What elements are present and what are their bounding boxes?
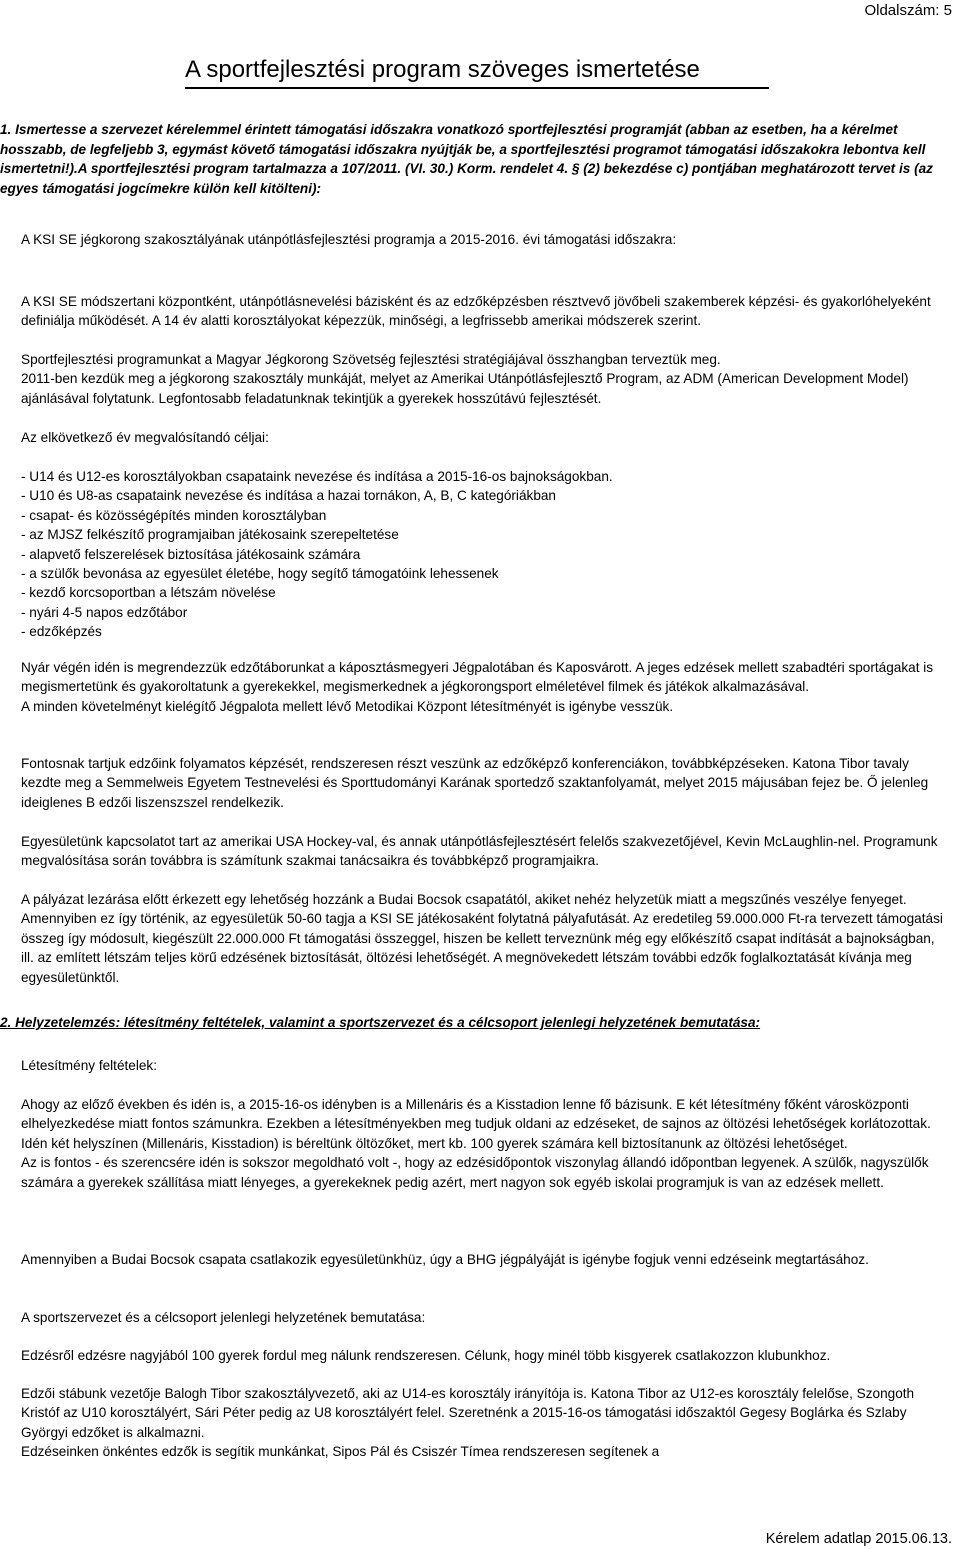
history-paragraph: 2011-ben kezdük meg a jégkorong szakosztály munkáját, melyet az Amerikai Utánpótlásfejlesztő Program, az ADM (American Development Model) ajánlásával folytatunk. Legfontosabb feladatunknak tekintjük a gyerekek hosszútávú fejlesztését. <box>21 371 909 406</box>
methodology-paragraph: A KSI SE módszertani központként, utánpótlásnevelési bázisként és az edzőképzésben résztvevő jövőbeli szakemberek képzési- és gyakorlóhelyeként definiálja működését. A 14 év alatti korosztályokat képezzük, minőségi, a legfrissebb amerikai módszerek szerint. <box>21 294 931 329</box>
section1-paragraph <box>21 832 946 871</box>
list-item: - kezdő korcsoportban a létszám növelése <box>21 585 276 601</box>
page-title: A sportfejlesztési program szöveges ismertetése <box>185 56 769 89</box>
section1-paragraph <box>21 292 946 331</box>
page-number: Oldalszám: 5 <box>864 2 952 19</box>
list-item: - a szülők bevonása az egyesület életébe, hogy segítő támogatóink lehessenek <box>21 566 499 582</box>
section2-paragraph <box>21 1095 946 1192</box>
staff-paragraph: Edzői stábunk vezetője Balogh Tibor szakosztályvezető, aki az U14-es korosztály irányítója is. Katona Tibor az U12-es korosztály felelőse, Szongoth Kristóf az U10 korosztályért, Sári Péter pedig az U8 korosztályért felel. Szeretnénk a 2015-16-os támogatási időszaktól Gegesy Boglárka és Szlaby Györgyi edzőket is alkalmazni. <box>21 1386 915 1440</box>
volunteers-paragraph: Edzéseinken önkéntes edzők is segítik munkánkat, Sipos Pál és Csiszér Tímea rendszeresen segítenek a <box>21 1444 660 1460</box>
attendance-paragraph: Edzésről edzésre nagyjából 100 gyerek fordul meg nálunk rendszeresen. Célunk, hogy minél több kisgyerek csatlakozzon klubunkhoz. <box>21 1348 831 1363</box>
section2-paragraph <box>21 1346 946 1365</box>
section2-paragraph <box>21 1384 946 1462</box>
list-item: - csapat- és közösségépítés minden korosztályban <box>21 507 327 523</box>
list-item: - edzőképzés <box>21 624 102 640</box>
goals-list <box>21 467 946 642</box>
section1-paragraph <box>21 428 946 447</box>
section1-paragraph <box>21 658 946 716</box>
section1-paragraph <box>21 230 946 249</box>
bhg-paragraph: Amennyiben a Budai Bocsok csapata csatlakozik egyesületünkhüz, úgy a BHG jégpályáját is igénybe fogjuk venni edzéseink megtartásához. <box>21 1252 869 1267</box>
strategy-paragraph: Sportfejlesztési programunkat a Magyar Jégkorong Szövetség fejlesztési stratégiájával összhangban terveztük meg. <box>21 352 721 367</box>
section1-paragraph <box>21 890 946 987</box>
current-situation-heading: A sportszervezet és a célcsoport jelenlegi helyzetének bemutatása: <box>21 1310 426 1325</box>
program-heading: A KSI SE jégkorong szakosztályának utánpótlásfejlesztési programja a 2015-2016. évi támogatási időszakra: <box>21 232 677 247</box>
list-item: - U14 és U12-es korosztályokban csapataink nevezése és indítása a 2015-16-os bajnokságokban. <box>21 469 613 484</box>
facility-paragraph: A minden követelményt kielégítő Jégpalota mellett lévő Metodikai Központ létesítményét is igénybe vesszük. <box>21 698 674 714</box>
list-item: - alapvető felszerelések biztosítása játékosaink számára <box>21 546 361 562</box>
intro-question: 1. Ismertesse a szervezet kérelemmel érintett támogatási időszakra vonatkozó sportfejlesztési programját (abban az esetben, ha a kérelmet hosszabb, de legfeljebb 3, egymást követő támogatási időszakra nyújtják be, a sportfejlesztési programot támogatási időszakokra lebontva kell ismertetni!).A sportfejlesztési program tartalmazza a 107/2011. (VI. 30.) Korm. rendelet 4. § (2) bekezdése c) pontjában meghatározott tervet is (az egyes támogatási jogcímekre külön kell kitölteni): <box>0 122 933 196</box>
budai-bocsok-paragraph: A pályázat lezárása előtt érkezett egy lehetőség hozzánk a Budai Bocsok csapatától, akiket nehéz helyzetük miatt a megszűnés veszélye fenyeget. Amennyiben ez így történik, az egyesületük 50-60 tagja a KSI SE játékosaként folytatná pályafutását. Az eredetileg 59.000.000 Ft-ra tervezett támogatási összeg így módosult, kiegészült 22.000.000 Ft támogatási összeggel, hiszen be kellett terveznünk még egy előkészítő csapat indítását a bajnokságban, ill. az említett létszám teljes körű edzésének biztosítását, öltözési lehetőségét. A megnövekedett létszám további edzők foglalkoztatását kívánja meg egyesületünktől. <box>21 892 943 985</box>
coach-training-paragraph: Fontosnak tartjuk edzőink folyamatos képzését, rendszeresen részt veszünk az edzőképző konferenciákon, továbbképzéseken. Katona Tibor tavaly kezdte meg a Semmelweis Egyetem Testnevelési és Sporttudományi Karának sportedző szaktanfolyamát, melyet 2015 májusában fejez be. Ő jelenleg ideiglenes B edzői liszenszszel rendelkezik. <box>21 756 929 810</box>
section2-paragraph <box>21 1056 946 1075</box>
section2-paragraph <box>21 1308 946 1327</box>
list-item: - U10 és U8-as csapataink nevezése és indítása a hazai tornákon, A, B, C kategóriákban <box>21 488 556 504</box>
section1-paragraph <box>21 754 946 812</box>
usa-hockey-paragraph: Egyesületünk kapcsolatot tart az amerikai USA Hockey-val, és annak utánpótlásfejlesztésért felelős szakvezetőjével, Kevin McLaughlin-nel. Programunk megvalósítása során továbbra is számítunk szakmai tanácsaikra és továbbképző programjaikra. <box>21 834 938 869</box>
list-item: - nyári 4-5 napos edzőtábor <box>21 604 188 620</box>
facility-conditions-heading: Létesítmény feltételek: <box>21 1058 158 1073</box>
goals-heading: Az elkövetkező év megvalósítandó céljai: <box>21 430 269 445</box>
section2-heading: 2. Helyzetelemzés: létesítmény feltételek, valamint a sportszervezet és a célcsoport jelenlegi helyzetének bemutatása: <box>0 1015 761 1030</box>
list-item: - az MJSZ felkészítő programjaiban játékosaink szerepeltetése <box>21 527 399 543</box>
schedule-paragraph: Az is fontos - és szerencsére idén is sokszor megoldható volt -, hogy az edzésidőpontok viszonylag állandó időpontban legyenek. A szülők, nagyszülők számára a gyerekek szállítása miatt lényeges, a gyerekeknek pedig azért, mert nagyon sok egyéb iskolai programjuk is van az edzések mellett. <box>21 1155 929 1190</box>
footer-form-date: Kérelem adatlap 2015.06.13. <box>765 1531 952 1547</box>
venues-paragraph: Ahogy az előző években és idén is, a 2015-16-os idényben is a Millenáris és a Kisstadion lenne fő bázisunk. E két létesítmény főként városközponti elhelyezkedése miatt fontos számunkra. Ezekben a létesítményekben meg tudjuk oldani az edzéseket, de sajnos az öltözési lehetőségek korlátozottak. Idén két helyszínen (Millenáris, Kisstadion) is béreltünk öltözőket, mert kb. 100 gyerek számára kell biztosítanunk az öltözési lehetőséget. <box>21 1097 931 1151</box>
section2-paragraph <box>21 1250 946 1269</box>
section1-paragraph <box>21 350 946 408</box>
camp-paragraph: Nyár végén idén is megrendezzük edzőtáborunkat a káposztásmegyeri Jégpalotában és Kaposvárott. A jeges edzések mellett szabadtéri sportágakat is megismertetünk és gyakoroltatunk a gyerekekkel, megismerkednek a jégkorongsport elméletével filmek és játékok alkalmazásával. <box>21 660 934 695</box>
